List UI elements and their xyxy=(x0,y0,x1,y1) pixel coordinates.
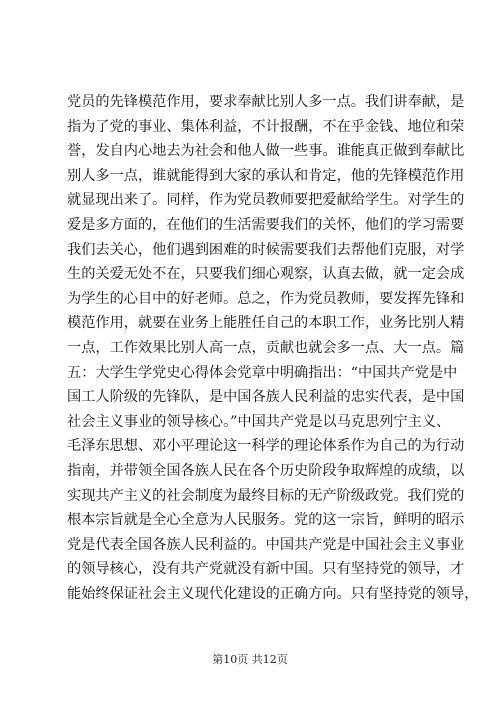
text-line: 指为了党的事业、集体利益，不计报酬，不在乎金钱、地位和荣 xyxy=(67,118,465,135)
text-line: 的领导核心，没有共产党就没有新中国。只有坚持党的领导，才 xyxy=(67,561,465,578)
text-line: 别人多一点，谁就能得到大家的承认和肯定，他的先锋模范作用 xyxy=(67,167,465,184)
text-line: 国工人阶级的先锋队，是中国各族人民利益的忠实代表，是中国 xyxy=(67,389,465,406)
text-line: 为学生的心目中的好老师。总之，作为党员教师，要发挥先锋和 xyxy=(67,290,465,307)
text-line: 能始终保证社会主义现代化建设的正确方向。只有坚持党的领导， xyxy=(67,585,479,602)
text-line: 指南，并带领全国各族人民在各个历史阶段争取辉煌的成绩，以 xyxy=(67,462,465,479)
text-line: 实现共产主义的社会制度为最终目标的无产阶级政党。我们党的 xyxy=(67,487,465,504)
body-text xyxy=(67,90,479,606)
text-line: 社会主义事业的领导核心。”中国共产党是以马克思列宁主义、 xyxy=(67,413,451,430)
text-line: 党员的先锋模范作用，要求奉献比别人多一点。我们讲奉献，是 xyxy=(67,94,465,110)
text-line: 生的关爱无处不在，只要我们细心观察，认真去做，就一定会成 xyxy=(67,266,465,283)
text-line: 根本宗旨就是全心全意为人民服务。党的这一宗旨，鲜明的昭示 xyxy=(67,512,465,529)
text-line: 党是代表全国各族人民利益的。中国共产党是中国社会主义事业 xyxy=(67,536,465,553)
text-line: 誉，发自内心地去为社会和他人做一些事。谁能真正做到奉献比 xyxy=(67,143,465,160)
text-line: 毛泽东思想、邓小平理论这一科学的理论体系作为自己的为行动 xyxy=(67,438,465,455)
text-line: 爱是多方面的，在他们的生活需要我们的关怀，他们的学习需要 xyxy=(67,216,465,233)
text-line: 一点，工作效果比别人高一点，贡献也就会多一点、大一点。篇 xyxy=(67,339,465,356)
text-line: 五：大学生学党史心得体会党章中明确指出：“中国共产党是中 xyxy=(67,364,458,381)
page-footer: 第10页 共12页 xyxy=(212,653,288,666)
text-line: 模范作用，就要在业务上能胜任自己的本职工作，业务比别人精 xyxy=(67,315,465,332)
text-line: 我们去关心，他们遇到困难的时候需要我们去帮他们克服，对学 xyxy=(67,241,465,258)
text-line: 就显现出来了。同样，作为党员教师要把爱献给学生。对学生的 xyxy=(67,192,465,209)
